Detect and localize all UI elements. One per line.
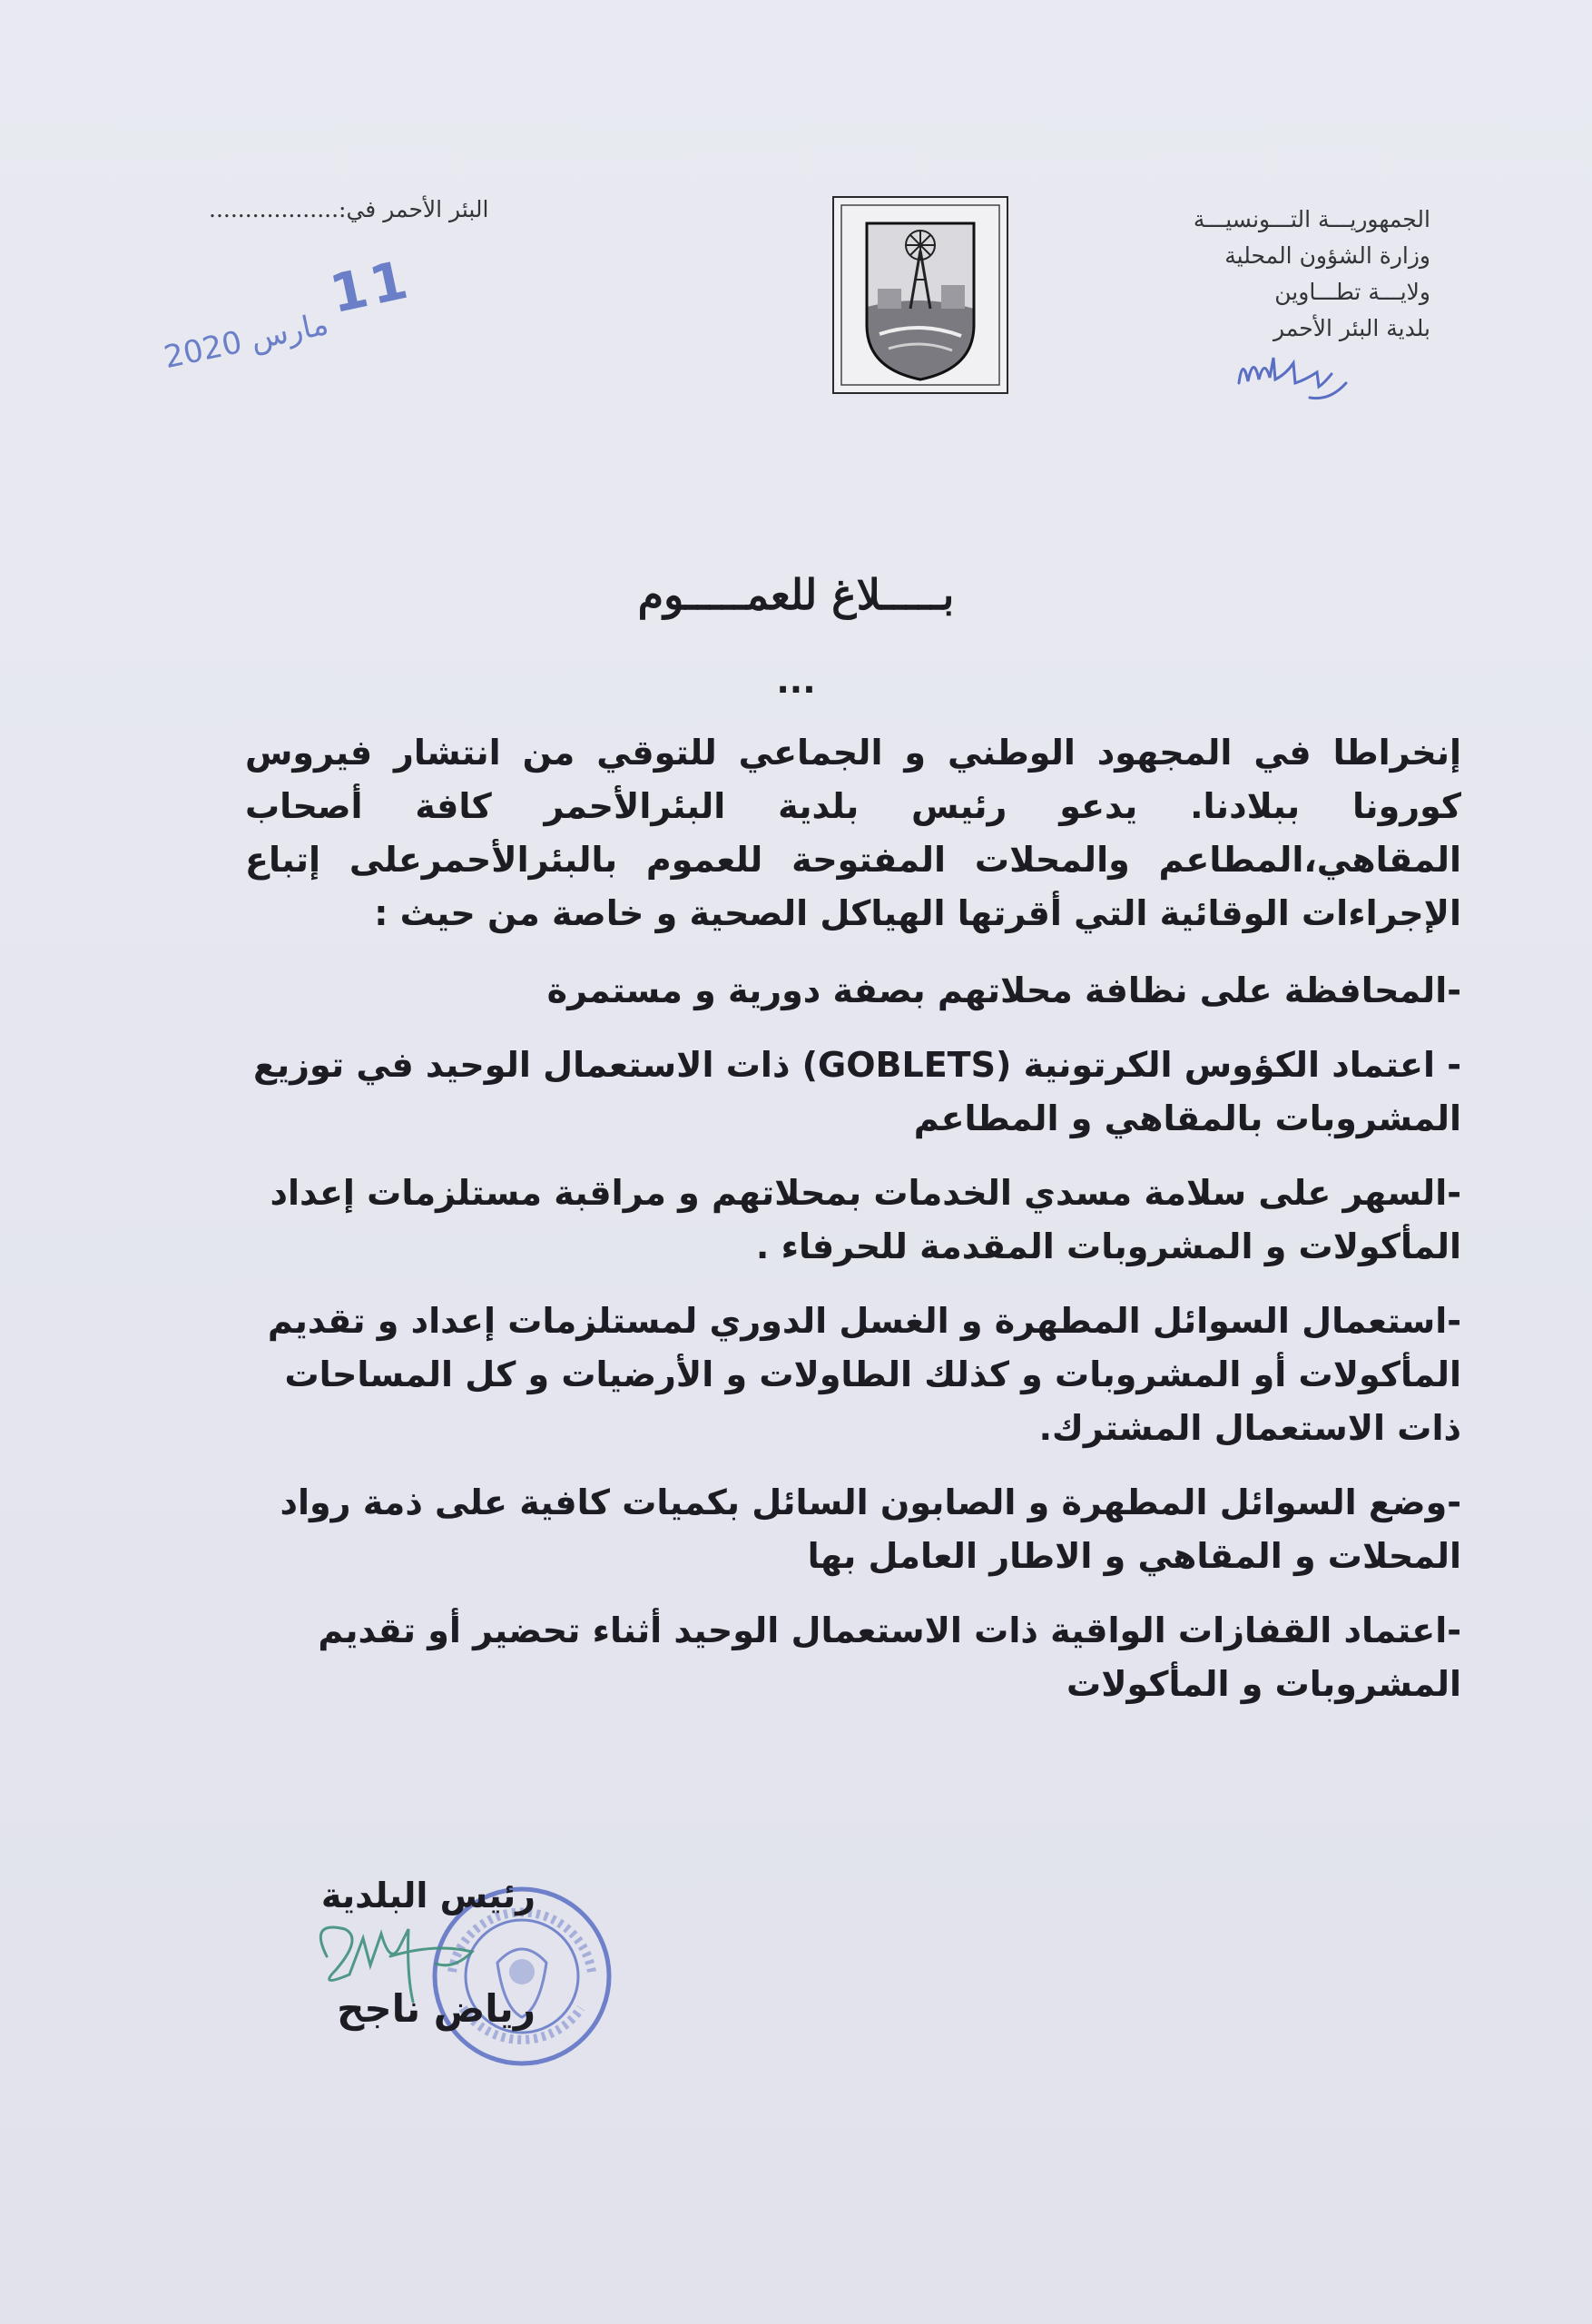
document-title: بـــــلاغ للعمـــــوم bbox=[637, 570, 955, 619]
measure-item: -السهر على سلامة مسدي الخدمات بمحلاتهم و مراقبة مستلزمات إعداد المأكولات و المشروبات المقدمة للحرفاء . bbox=[270, 1173, 1461, 1266]
letterhead bbox=[1131, 202, 1430, 347]
letterhead-line: بلدية البئر الأحمر bbox=[1273, 315, 1430, 341]
received-date-stamp bbox=[152, 247, 438, 435]
signatory-name: رياض ناجح bbox=[337, 1986, 536, 2031]
signatory-title: رئيس البلدية bbox=[320, 1876, 536, 1915]
intro-paragraph: إنخراطا في المجهود الوطني و الجماعي للتوقي من انتشار فيروس كورونا ببلادنا. يدعو رئيس بلدية البئرالأحمر كافة أصحاب المقاهي،المطاعم والمحلات المفتوحة للعموم بالبئرالأحمرعلى إتباع الإجراءات الوقائية التي أقرتها الهياكل الصحية و خاصة من حيث : bbox=[245, 733, 1461, 933]
letterhead-line: ولايـــة تطـــاوين bbox=[1274, 279, 1430, 305]
title-dots: ... bbox=[776, 661, 816, 701]
municipality-logo bbox=[832, 196, 1008, 394]
measure-item: -المحافظة على نظافة محلاتهم بصفة دورية و مستمرة bbox=[546, 970, 1461, 1010]
document-body bbox=[245, 726, 1461, 1732]
stamp-month-year: مارس 2020 bbox=[161, 305, 332, 377]
handwritten-signature-icon bbox=[300, 1902, 499, 2020]
measure-item: -استعمال السوائل المطهرة و الغسل الدوري لمستلزمات إعداد و تقديم المأكولات أو المشروبات و كذلك الطاولات و الأرضيات و كل المساحات ذات الاستعمال المشترك. bbox=[267, 1301, 1461, 1448]
place-date: البئر الأحمر في:.................. bbox=[209, 196, 489, 222]
measure-item: - اعتماد الكؤوس الكرتونية (GOBLETS) ذات الاستعمال الوحيد في توزيع المشروبات بالمقاهي و المطاعم bbox=[252, 1045, 1461, 1138]
measure-item: -اعتماد القفازات الواقية ذات الاستعمال الوحيد أثناء تحضير أو تقديم المشروبات و المأكولات bbox=[318, 1610, 1461, 1704]
stamp-day: 11 bbox=[324, 248, 417, 326]
letterhead-line: وزارة الشؤون المحلية bbox=[1224, 242, 1430, 269]
measure-item: -وضع السوائل المطهرة و الصابون السائل بكميات كافية على ذمة رواد المحلات و المقاهي و الاطار العامل بها bbox=[280, 1482, 1461, 1576]
windmill-crest-icon bbox=[834, 198, 1007, 392]
reception-scribble-icon bbox=[1230, 347, 1357, 410]
letterhead-line: الجمهوريـــة التـــونسيـــة bbox=[1193, 206, 1430, 232]
